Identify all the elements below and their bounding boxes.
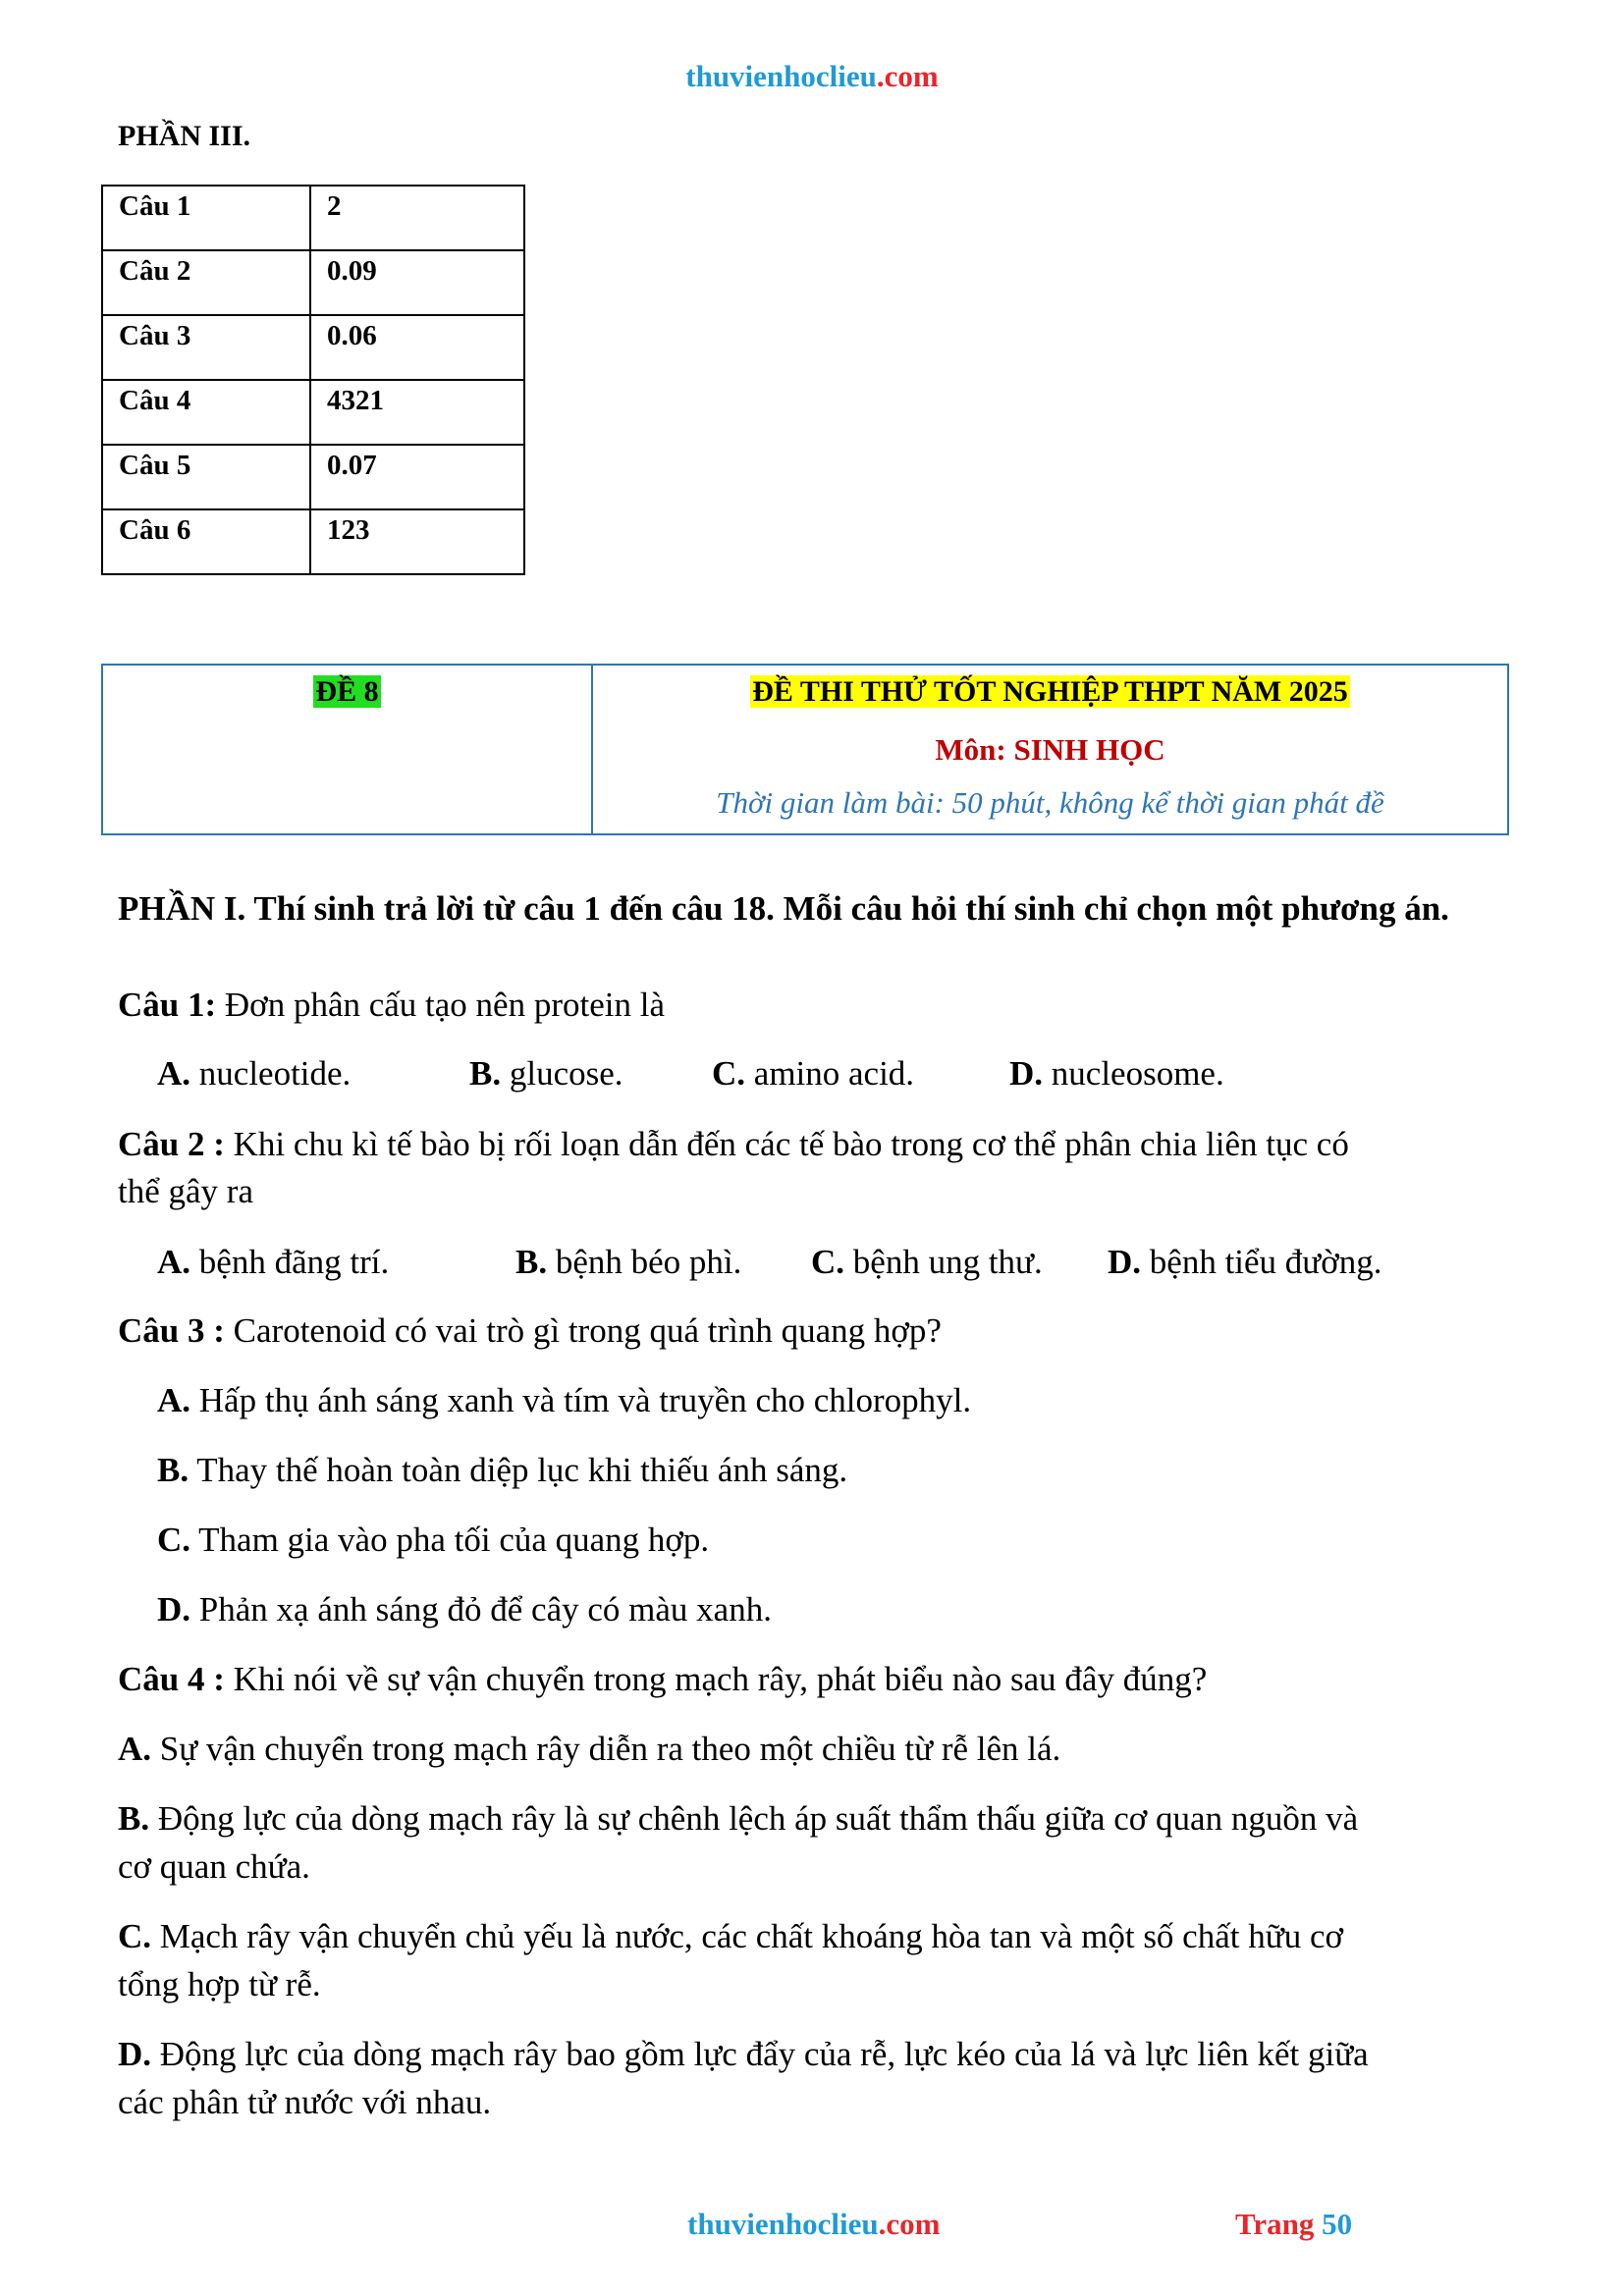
table-row [102, 445, 524, 509]
table-row [102, 509, 524, 574]
question-2-cont: thể gây ra [118, 1172, 253, 1210]
option-c: C. Mạch rây vận chuyển chủ yếu là nước, các chất khoáng hòa tan và một số chất hữu cơ [118, 1917, 1343, 1955]
exam-header-box [101, 664, 1509, 835]
option-a: A. bệnh đãng trí. [157, 1243, 390, 1281]
question-text: Đơn phân cấu tạo nên protein là [216, 986, 665, 1024]
option-b: B. glucose. [469, 1054, 623, 1093]
footer-site: thuvienhoclieu.com [687, 2207, 941, 2241]
option-d: D. Phản xạ ánh sáng đỏ để cây có màu xanh. [157, 1590, 772, 1629]
question-3 [118, 1309, 942, 1353]
exam-code: ĐỀ 8 [315, 675, 379, 708]
option-d-cont: các phân tử nước với nhau. [118, 2083, 492, 2121]
option-b: B. Động lực của dòng mạch rây là sự chênh lệch áp suất thẩm thấu giữa cơ quan nguồn và [118, 1799, 1359, 1838]
table-row [102, 380, 524, 445]
table-row [102, 250, 524, 315]
part1-heading: PHẦN I. Thí sinh trả lời từ câu 1 đến câu 18. Mỗi câu hỏi thí sinh chỉ chọn một phương án. [118, 889, 1449, 928]
option-b: B. Thay thế hoàn toàn diệp lục khi thiếu ánh sáng. [157, 1451, 848, 1489]
answer-table [101, 185, 525, 575]
question-cell: Câu 3 [102, 315, 310, 380]
table-row [102, 186, 524, 250]
part3-title: PHẦN III. [118, 120, 251, 152]
question-4 [118, 1658, 1207, 1701]
answer-cell: 0.07 [310, 445, 524, 509]
question-label: Câu 4 : [118, 1660, 225, 1698]
site-domain: .com [876, 59, 939, 93]
option-a: A. Hấp thụ ánh sáng xanh và tím và truyền cho chlorophyl. [157, 1381, 972, 1419]
answer-cell: 2 [310, 186, 524, 250]
question-text: Carotenoid có vai trò gì trong quá trình quang hợp? [224, 1311, 942, 1350]
page-number: Trang 50 [1235, 2207, 1353, 2241]
question-2 [118, 1123, 1349, 1166]
option-c-cont: tổng hợp từ rễ. [118, 1965, 321, 2003]
table-row [102, 315, 524, 380]
option-d: D. Động lực của dòng mạch rây bao gồm lực đẩy của rễ, lực kéo của lá và lực liên kết giữa [118, 2035, 1369, 2073]
site-header [0, 59, 1624, 94]
option-d: D. bệnh tiểu đường. [1108, 1243, 1382, 1281]
question-label: Câu 2 : [118, 1125, 225, 1163]
question-cell: Câu 4 [102, 380, 310, 445]
answer-cell: 0.06 [310, 315, 524, 380]
question-text: Khi nói về sự vận chuyển trong mạch rây, phát biểu nào sau đây đúng? [224, 1660, 1208, 1698]
exam-time: Thời gian làm bài: 50 phút, không kể thời gian phát đề [716, 785, 1384, 820]
option-a: A. nucleotide. [157, 1054, 352, 1093]
question-text: Khi chu kì tế bào bị rối loạn dẫn đến các tế bào trong cơ thể phân chia liên tục có [224, 1125, 1349, 1163]
option-b-cont: cơ quan chứa. [118, 1847, 310, 1886]
option-b: B. bệnh béo phì. [515, 1243, 742, 1281]
question-cell: Câu 2 [102, 250, 310, 315]
question-label: Câu 3 : [118, 1311, 225, 1350]
option-c: C. amino acid. [712, 1054, 915, 1093]
exam-title: ĐỀ THI THỬ TỐT NGHIỆP THPT NĂM 2025 [752, 675, 1348, 708]
question-1 [118, 984, 665, 1027]
option-d: D. nucleosome. [1009, 1054, 1224, 1093]
question-label: Câu 1: [118, 986, 217, 1024]
site-name: thuvienhoclieu [685, 59, 877, 93]
answer-cell: 4321 [310, 380, 524, 445]
question-cell: Câu 6 [102, 509, 310, 574]
option-a: A. Sự vận chuyển trong mạch rây diễn ra theo một chiều từ rễ lên lá. [118, 1730, 1061, 1768]
option-c: C. Tham gia vào pha tối của quang hợp. [157, 1521, 710, 1559]
answer-cell: 123 [310, 509, 524, 574]
question-cell: Câu 5 [102, 445, 310, 509]
question-cell: Câu 1 [102, 186, 310, 250]
option-c: C. bệnh ung thư. [811, 1243, 1043, 1281]
answer-cell: 0.09 [310, 250, 524, 315]
exam-subject: Môn: SINH HỌC [935, 732, 1165, 767]
